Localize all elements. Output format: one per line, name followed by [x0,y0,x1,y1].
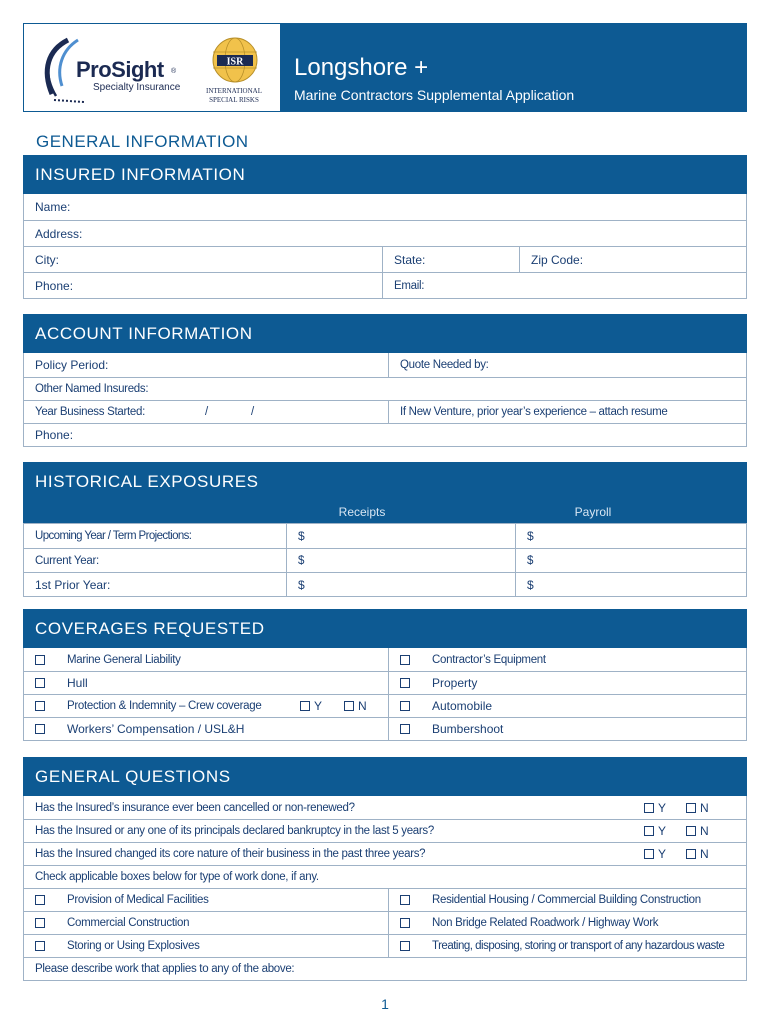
logo-area [24,24,280,111]
historical-exposures-section [23,462,747,597]
question-row [24,819,746,842]
other-named-field[interactable] [24,378,746,400]
address-field[interactable] [24,221,746,246]
coverage-option[interactable] [24,718,388,740]
coverage-label: Automobile [432,699,493,713]
exposure-label: Current Year: [35,554,99,567]
payroll-input[interactable] [515,573,746,596]
zip-label: Zip Code: [531,252,584,267]
question-row [24,796,746,819]
work-type-option[interactable] [24,912,388,934]
checkbox[interactable] [35,678,45,688]
answer-yes[interactable] [644,847,666,861]
work-type-row [24,888,746,911]
question-cell [24,843,746,865]
exposure-row-label [24,573,286,596]
payroll-input[interactable] [515,524,746,548]
checkbox[interactable] [644,803,654,813]
exposure-label: Upcoming Year / Term Projections: [35,530,192,542]
general-questions-heading: GENERAL QUESTIONS [23,757,747,796]
coverage-label: Workers’ Compensation / USL&H [67,722,245,736]
general-information-title: GENERAL INFORMATION [36,132,249,151]
coverage-option[interactable] [24,695,388,717]
date-slash: / [251,406,254,418]
coverage-option[interactable] [24,672,388,694]
address-row [24,220,746,246]
no-label: N [358,699,367,713]
checkbox[interactable] [400,918,410,928]
coverage-label: Hull [67,676,88,690]
coverage-row [24,648,746,671]
prosight-tagline: Specialty Insurance [93,82,181,93]
checkbox[interactable] [300,701,310,711]
check-instruction-row [24,865,746,888]
question-text: Has the Insured’s insurance ever been cancelled or non-renewed? [35,801,355,814]
check-instruction-cell [24,866,746,888]
city-label: City: [35,252,59,267]
coverage-label: Protection & Indemnity – Crew coverage [67,700,262,712]
checkbox[interactable] [400,678,410,688]
dollar-sign: $ [298,577,305,592]
yes-label: Y [658,824,666,838]
policy-period-row [24,353,746,377]
exposure-row-label [24,524,286,548]
year-started-label: Year Business Started: [35,406,145,418]
answer-no[interactable] [686,801,708,815]
receipts-column-header: Receipts [338,505,386,519]
other-named-row [24,377,746,400]
phone-label: Phone: [35,278,74,293]
email-field[interactable] [382,273,746,298]
yes-label: Y [658,800,666,815]
coverage-option[interactable] [388,695,746,717]
name-field[interactable] [24,194,746,220]
work-type-option[interactable] [388,889,746,911]
describe-work-row [24,957,746,980]
work-type-option[interactable] [24,889,388,911]
exposure-label: 1st Prior Year: [35,577,111,592]
coverage-row [24,717,746,740]
checkbox[interactable] [400,941,410,951]
address-label: Address: [35,226,83,241]
header-title-band [280,24,746,111]
exposure-row [24,572,746,596]
coverage-label: Contractor’s Equipment [432,653,546,666]
form-header [23,23,747,112]
account-information-heading: ACCOUNT INFORMATION [23,314,747,353]
question-row [24,842,746,865]
question-cell [24,796,746,819]
checkbox[interactable] [400,701,410,711]
checkbox[interactable] [686,803,696,813]
checkbox[interactable] [35,918,45,928]
historical-exposures-heading: HISTORICAL EXPOSURES [23,462,747,501]
other-named-label: Other Named Insureds: [35,383,149,395]
insured-phone-field[interactable] [24,273,382,298]
receipts-input[interactable] [286,573,515,596]
form-subtitle: Marine Contractors Supplemental Application [294,87,575,103]
crew-coverage-yes[interactable] [300,699,322,713]
checkbox[interactable] [400,895,410,905]
checkbox[interactable] [35,895,45,905]
insured-information-section [23,155,747,299]
coverages-requested-heading: COVERAGES REQUESTED [23,609,747,648]
yes-label: Y [314,699,322,713]
policy-period-label: Policy Period: [35,358,109,372]
quote-needed-field[interactable] [388,353,746,377]
checkbox[interactable] [35,941,45,951]
work-type-option[interactable] [24,935,388,957]
checkbox[interactable] [35,701,45,711]
name-label: Name: [35,200,71,214]
zip-field[interactable] [519,247,746,272]
insured-information-heading: INSURED INFORMATION [23,155,747,194]
coverage-option[interactable] [388,648,746,671]
work-type-label: Residential Housing / Commercial Building Construction [432,894,701,906]
checkbox[interactable] [686,849,696,859]
coverage-row [24,694,746,717]
checkbox[interactable] [35,655,45,665]
answer-no[interactable] [686,847,708,861]
dollar-sign: $ [527,529,534,543]
coverage-row [24,671,746,694]
isr-globe-logo [208,36,262,86]
no-label: N [700,824,709,838]
checkbox[interactable] [644,849,654,859]
registered-mark: ® [171,68,177,75]
coverage-option[interactable] [24,648,388,671]
receipts-input[interactable] [286,524,515,548]
receipts-input[interactable] [286,549,515,572]
year-started-row [24,400,746,423]
dollar-sign: $ [298,554,305,567]
phone-email-row [24,272,746,298]
work-type-label: Non Bridge Related Roadwork / Highway Work [432,917,659,929]
city-field[interactable] [24,247,382,272]
checkbox[interactable] [644,826,654,836]
checkbox[interactable] [686,826,696,836]
describe-work-label: Please describe work that applies to any of the above: [35,963,295,975]
coverage-label: Property [432,676,478,690]
exposure-row [24,524,746,548]
prosight-logo-text: ProSight [76,57,164,82]
question-cell [24,820,746,842]
account-phone-label: Phone: [35,428,74,442]
payroll-input[interactable] [515,549,746,572]
exposure-row [24,548,746,572]
account-information-section [23,314,747,447]
checkbox[interactable] [400,655,410,665]
answer-yes[interactable] [644,801,666,815]
dollar-sign: $ [527,577,534,592]
coverage-label: Bumbershoot [432,722,504,736]
answer-yes[interactable] [644,824,666,838]
check-instruction-text: Check applicable boxes below for type of work done, if any. [35,871,319,883]
dollar-sign: $ [298,529,305,543]
no-label: N [700,847,709,861]
work-type-label: Treating, disposing, storing or transport of any hazardous waste [432,940,725,952]
work-type-row [24,934,746,957]
checkbox[interactable] [400,724,410,734]
question-text: Has the Insured changed its core nature of their business in the past three years? [35,848,426,860]
payroll-column-header: Payroll [574,505,612,519]
work-type-label: Commercial Construction [67,917,190,929]
isr-abbrev: ISR [226,56,244,68]
account-phone-field[interactable] [24,424,746,446]
quote-needed-label: Quote Needed by: [400,359,489,371]
question-text: Has the Insured or any one of its principals declared bankruptcy in the last 5 years? [35,825,434,837]
name-row [24,194,746,220]
work-type-label: Storing or Using Explosives [67,940,200,952]
new-venture-label: If New Venture, prior year’s experience – attach resume [400,406,668,418]
coverages-requested-section [23,609,747,741]
coverage-option[interactable] [388,672,746,694]
policy-period-field[interactable] [24,353,388,377]
coverage-option[interactable] [388,718,746,740]
account-phone-row [24,423,746,446]
no-label: N [700,800,709,815]
work-type-label: Provision of Medical Facilities [67,894,209,906]
isr-line-1: INTERNATIONAL [206,87,262,95]
exposures-column-headers [23,501,747,523]
form-title: Longshore + [294,54,429,81]
work-type-option[interactable] [388,912,746,934]
isr-line-2: SPECIAL RISKS [209,96,259,104]
checkbox[interactable] [344,701,354,711]
checkbox[interactable] [35,724,45,734]
page-number: 1 [381,996,389,1012]
crew-coverage-no[interactable] [344,699,366,713]
general-questions-section [23,757,747,981]
exposure-row-label [24,549,286,572]
date-slash: / [205,406,208,418]
state-field[interactable] [382,247,519,272]
describe-work-field[interactable] [24,958,746,980]
year-started-field[interactable] [24,401,388,423]
dollar-sign: $ [527,554,534,567]
city-state-zip-row [24,246,746,272]
new-venture-field[interactable] [388,401,746,423]
state-label: State: [394,252,426,267]
work-type-row [24,911,746,934]
coverage-label: Marine General Liability [67,653,181,666]
answer-no[interactable] [686,824,708,838]
email-label: Email: [394,279,425,292]
work-type-option[interactable] [388,935,746,957]
yes-label: Y [658,847,666,861]
